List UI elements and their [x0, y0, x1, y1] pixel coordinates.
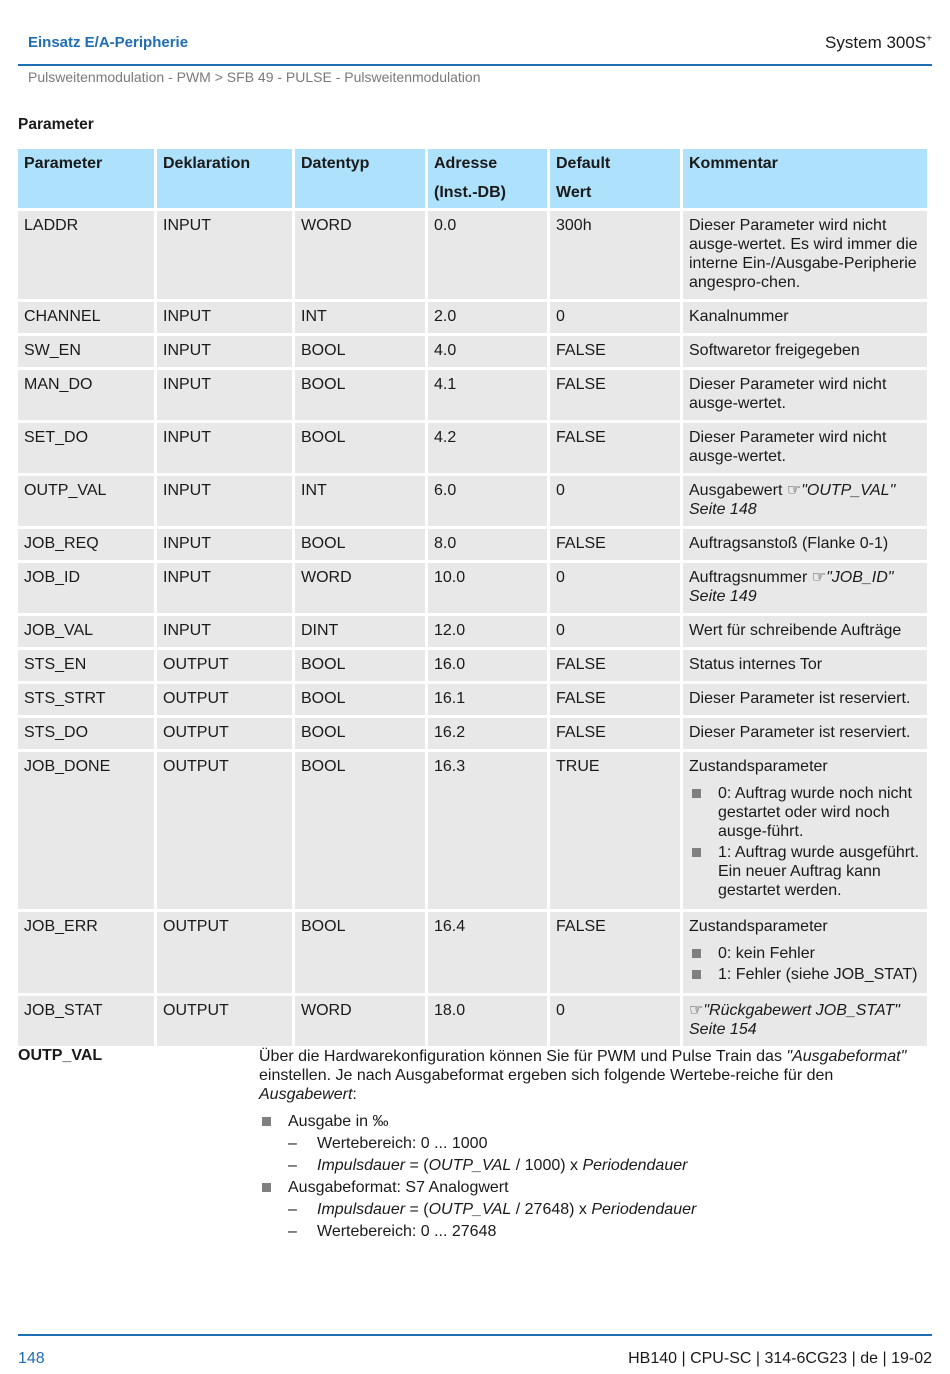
cell-declaration: INPUT: [157, 529, 292, 560]
system-superscript: +: [926, 33, 932, 45]
cell-default: TRUE: [550, 752, 680, 909]
cell-address: 2.0: [428, 302, 547, 333]
cell-default: FALSE: [550, 370, 680, 420]
cell-address: 0.0: [428, 211, 547, 299]
table-row: [18, 529, 927, 560]
cell-parameter: JOB_ID: [18, 563, 154, 613]
formula-term: Periodendauer: [582, 1157, 688, 1174]
formula-op: / 1000) x: [511, 1157, 583, 1174]
table-header-row: [18, 149, 927, 208]
status-list: [689, 944, 921, 984]
table-row: [18, 563, 927, 613]
header-address-line2: (Inst.-DB): [434, 184, 506, 201]
cell-default: 0: [550, 996, 680, 1046]
table-row: [18, 616, 927, 647]
cell-comment: Wert für schreibende Aufträge: [683, 616, 927, 647]
formula-term: Periodendauer: [591, 1201, 697, 1218]
header-address-line1: Adresse: [434, 155, 498, 172]
table-row: [18, 684, 927, 715]
cell-datatype: BOOL: [295, 370, 425, 420]
cell-address: 16.3: [428, 752, 547, 909]
list-item: 0: Auftrag wurde noch nicht gestartet oder wird noch ausge-führt.: [689, 784, 921, 841]
cell-default: 300h: [550, 211, 680, 299]
status-list: [689, 784, 921, 900]
cell-declaration: INPUT: [157, 302, 292, 333]
header-divider: [18, 64, 932, 66]
formula-op: = (: [405, 1201, 429, 1218]
outp-val-intro: [259, 1047, 919, 1104]
outp-val-heading: OUTP_VAL: [18, 1047, 103, 1064]
cell-comment: [683, 996, 927, 1046]
comment-text: Zustandsparameter: [689, 758, 828, 775]
header-system-title: [825, 33, 932, 53]
cell-declaration: INPUT: [157, 211, 292, 299]
cell-datatype: BOOL: [295, 684, 425, 715]
hand-pointer-icon: ☞: [689, 1002, 704, 1019]
list-item-label: Ausgabeformat: S7 Analogwert: [288, 1179, 509, 1196]
sub-list-item: – Wertebereich: 0 ... 27648: [288, 1222, 919, 1241]
cell-datatype: BOOL: [295, 423, 425, 473]
outp-val-description: [259, 1047, 919, 1244]
cell-address: 16.4: [428, 912, 547, 993]
comment-text: Zustandsparameter: [689, 918, 828, 935]
table-row: [18, 211, 927, 299]
system-name: System 300S: [825, 33, 927, 52]
cell-datatype: DINT: [295, 616, 425, 647]
cell-comment: [683, 752, 927, 909]
cell-parameter: STS_EN: [18, 650, 154, 681]
cell-parameter: JOB_STAT: [18, 996, 154, 1046]
list-item-label: Ausgabe in ‰: [288, 1113, 389, 1130]
cell-comment: Dieser Parameter ist reserviert.: [683, 684, 927, 715]
cell-address: 4.2: [428, 423, 547, 473]
cell-comment: Auftragsanstoß (Flanke 0-1): [683, 529, 927, 560]
cell-declaration: OUTPUT: [157, 650, 292, 681]
cell-default: FALSE: [550, 684, 680, 715]
cell-parameter: JOB_ERR: [18, 912, 154, 993]
cell-datatype: INT: [295, 476, 425, 526]
document-id: HB140 | CPU-SC | 314-6CG23 | de | 19-02: [628, 1350, 932, 1367]
cell-address: 16.2: [428, 718, 547, 749]
parameter-table: [15, 146, 930, 1049]
table-row: [18, 718, 927, 749]
cell-comment: Status internes Tor: [683, 650, 927, 681]
sub-list-item: [288, 1200, 919, 1219]
footer-divider: [18, 1334, 932, 1336]
sub-list: [288, 1134, 919, 1175]
formula-op: / 27648) x: [511, 1201, 592, 1218]
comment-text: Ausgabewert: [689, 482, 787, 499]
cell-parameter: CHANNEL: [18, 302, 154, 333]
header-comment: Kommentar: [683, 149, 927, 208]
list-item: 1: Fehler (siehe JOB_STAT): [689, 965, 921, 984]
cell-default: 0: [550, 616, 680, 647]
cell-default: 0: [550, 302, 680, 333]
cell-datatype: WORD: [295, 563, 425, 613]
cell-address: 4.1: [428, 370, 547, 420]
header-section-title: Einsatz E/A-Peripherie: [28, 34, 189, 51]
sub-list-item: – Wertebereich: 0 ... 1000: [288, 1134, 919, 1153]
header-default-line1: Default: [556, 155, 611, 172]
cell-parameter: SET_DO: [18, 423, 154, 473]
cell-parameter: JOB_DONE: [18, 752, 154, 909]
intro-text: Über die Hardwarekonfiguration können Sie für PWM und Pulse Train das: [259, 1048, 787, 1065]
formula-op: = (: [405, 1157, 429, 1174]
cell-default: FALSE: [550, 650, 680, 681]
cell-datatype: WORD: [295, 211, 425, 299]
header-declaration: Deklaration: [157, 149, 292, 208]
cell-address: 16.1: [428, 684, 547, 715]
cell-declaration: INPUT: [157, 476, 292, 526]
hand-pointer-icon: ☞: [786, 482, 802, 499]
intro-text: :: [352, 1086, 357, 1103]
cell-parameter: OUTP_VAL: [18, 476, 154, 526]
table-row: [18, 476, 927, 526]
table-row: [18, 370, 927, 420]
cell-datatype: BOOL: [295, 336, 425, 367]
cell-datatype: INT: [295, 302, 425, 333]
sub-list-item: [288, 1156, 919, 1175]
cell-parameter: STS_DO: [18, 718, 154, 749]
header-parameter: Parameter: [18, 149, 154, 208]
list-item: [259, 1178, 919, 1241]
cell-parameter: MAN_DO: [18, 370, 154, 420]
cell-declaration: OUTPUT: [157, 752, 292, 909]
comment-text: Auftragsnummer: [689, 569, 812, 586]
intro-text: einstellen. Je nach Ausgabeformat ergeben sich folgende Wertebe-reiche für den: [259, 1067, 834, 1084]
cell-declaration: OUTPUT: [157, 718, 292, 749]
cell-address: 16.0: [428, 650, 547, 681]
cell-declaration: OUTPUT: [157, 684, 292, 715]
cell-address: 12.0: [428, 616, 547, 647]
list-item: 1: Auftrag wurde ausgeführt. Ein neuer Auftrag kann gestartet werden.: [689, 843, 921, 900]
cell-parameter: LADDR: [18, 211, 154, 299]
cell-datatype: BOOL: [295, 912, 425, 993]
cell-address: 6.0: [428, 476, 547, 526]
cell-parameter: JOB_VAL: [18, 616, 154, 647]
cell-default: 0: [550, 476, 680, 526]
reference-link-text: "OUTP_VAL": [801, 482, 896, 499]
intro-reference: "Ausgabeformat": [786, 1048, 907, 1065]
cell-datatype: WORD: [295, 996, 425, 1046]
cell-default: FALSE: [550, 423, 680, 473]
cell-datatype: BOOL: [295, 752, 425, 909]
intro-emphasis: Ausgabewert: [259, 1086, 353, 1103]
header-default: [550, 149, 680, 208]
reference-link-text: "Rückgabewert JOB_STAT": [703, 1002, 900, 1019]
cell-parameter: SW_EN: [18, 336, 154, 367]
cell-address: 4.0: [428, 336, 547, 367]
sub-list: [288, 1200, 919, 1241]
cell-datatype: BOOL: [295, 718, 425, 749]
reference-page: Seite 149: [689, 588, 757, 605]
cell-default: FALSE: [550, 718, 680, 749]
cell-datatype: BOOL: [295, 650, 425, 681]
table-row: [18, 423, 927, 473]
cell-default: 0: [550, 563, 680, 613]
page-number: 148: [18, 1350, 45, 1367]
formula-term: Impulsdauer: [317, 1157, 406, 1174]
cell-parameter: JOB_REQ: [18, 529, 154, 560]
table-row: [18, 996, 927, 1046]
section-title: Parameter: [18, 116, 94, 133]
table-row: [18, 752, 927, 909]
list-item: 0: kein Fehler: [689, 944, 921, 963]
reference-page: Seite 148: [689, 501, 757, 518]
formula-term: Impulsdauer: [317, 1201, 406, 1218]
reference-page: Seite 154: [689, 1021, 757, 1038]
header-default-line2: Wert: [556, 184, 592, 201]
cell-default: FALSE: [550, 912, 680, 993]
cell-declaration: OUTPUT: [157, 996, 292, 1046]
cell-comment: Dieser Parameter wird nicht ausge-wertet.: [683, 370, 927, 420]
cell-address: 18.0: [428, 996, 547, 1046]
table-row: [18, 336, 927, 367]
header-address: [428, 149, 547, 208]
cell-default: FALSE: [550, 529, 680, 560]
reference-link-text: "JOB_ID": [826, 569, 894, 586]
cell-declaration: INPUT: [157, 336, 292, 367]
cell-comment: [683, 476, 927, 526]
cell-declaration: OUTPUT: [157, 912, 292, 993]
formula-term: OUTP_VAL: [428, 1201, 512, 1218]
header-datatype: Datentyp: [295, 149, 425, 208]
cell-comment: [683, 912, 927, 993]
cell-default: FALSE: [550, 336, 680, 367]
cell-comment: Dieser Parameter wird nicht ausge-wertet. Es wird immer die interne Ein-/Ausgabe-Peripherie angespro-chen.: [683, 211, 927, 299]
cell-comment: Dieser Parameter wird nicht ausge-wertet.: [683, 423, 927, 473]
table-row: [18, 650, 927, 681]
cell-parameter: STS_STRT: [18, 684, 154, 715]
cell-declaration: INPUT: [157, 370, 292, 420]
cell-declaration: INPUT: [157, 563, 292, 613]
reference-link[interactable]: [689, 1002, 900, 1038]
hand-pointer-icon: ☞: [811, 569, 827, 586]
cell-address: 8.0: [428, 529, 547, 560]
cell-declaration: INPUT: [157, 423, 292, 473]
breadcrumb: Pulsweitenmodulation - PWM > SFB 49 - PULSE - Pulsweitenmodulation: [28, 69, 481, 85]
list-item: [259, 1112, 919, 1175]
cell-declaration: INPUT: [157, 616, 292, 647]
cell-address: 10.0: [428, 563, 547, 613]
table-row: [18, 302, 927, 333]
cell-comment: Softwaretor freigegeben: [683, 336, 927, 367]
cell-comment: [683, 563, 927, 613]
table-row: [18, 912, 927, 993]
cell-comment: Dieser Parameter ist reserviert.: [683, 718, 927, 749]
cell-comment: Kanalnummer: [683, 302, 927, 333]
output-format-list: [259, 1112, 919, 1241]
cell-datatype: BOOL: [295, 529, 425, 560]
formula-term: OUTP_VAL: [428, 1157, 512, 1174]
